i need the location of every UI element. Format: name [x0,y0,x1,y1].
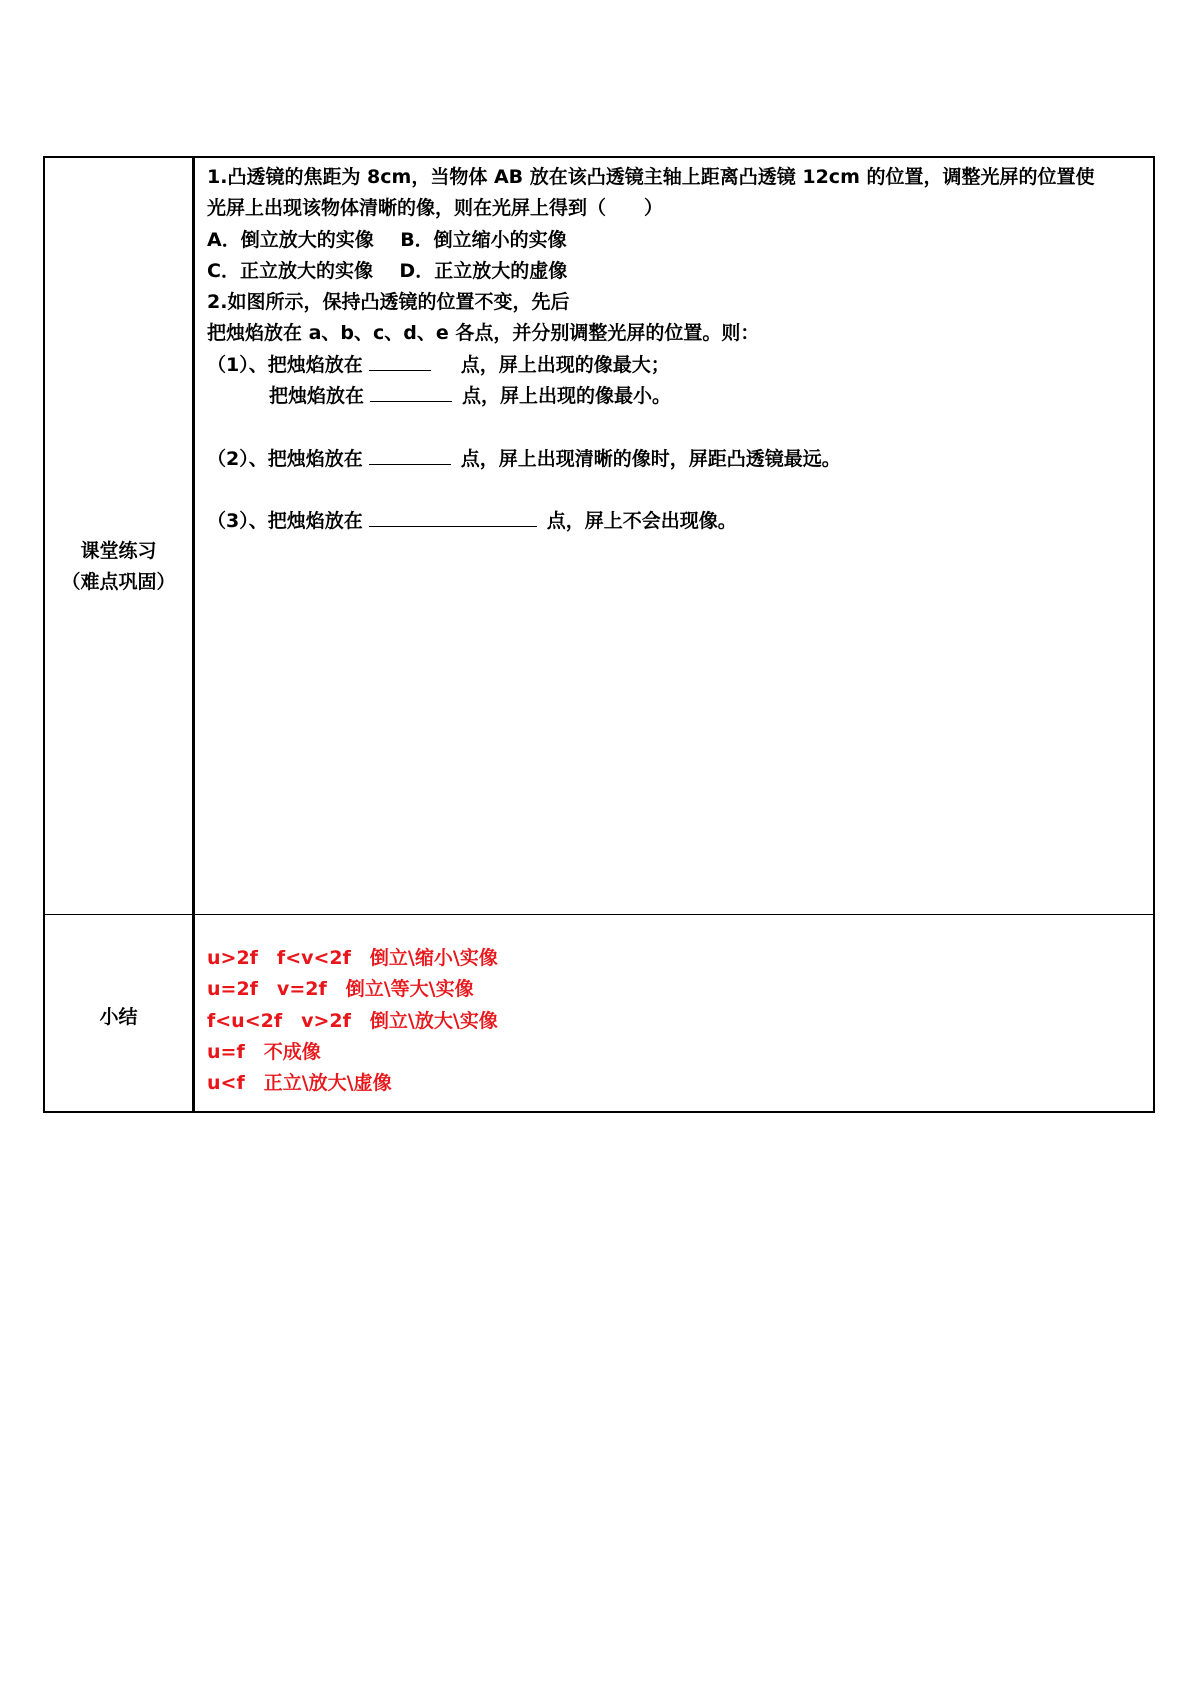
practice-row [45,158,1153,914]
question-1-text: 1.凸透镜的焦距为 8cm，当物体 AB 放在该凸透镜主轴上距离凸透镜 12cm 的位置，调整光屏的位置使 [207,166,1095,188]
answer-blank-largest[interactable] [369,351,431,371]
option-c: C．正立放大的实像 [207,259,373,282]
summary-line: u=2f v=2f 倒立\等大\实像 [207,978,474,1001]
q2-2-prefix: （2）、把烛焰放在 [207,447,363,470]
practice-sublabel: （难点巩固） [61,571,176,593]
option-d: D．正立放大的虚像 [399,259,568,282]
question-2-part-1 [207,350,1141,381]
question-2-part-1b [207,381,1141,412]
q2-1b-prefix: 把烛焰放在 [269,385,365,408]
question-1-options-cd [207,256,1141,287]
summary-row [45,914,1153,1111]
q2-2-suffix: 点，屏上出现清晰的像时，屏距凸透镜最远。 [460,447,841,470]
option-a: A．倒立放大的实像 [207,228,374,251]
q2-1b-suffix: 点，屏上出现的像最小。 [462,385,672,408]
summary-line: u>2f f<v<2f 倒立\缩小\实像 [207,947,498,969]
question-2-text-cont: 把烛焰放在 a、b、c、d、e 各点，并分别调整光屏的位置。则： [207,322,760,345]
summary-line: u<f 正立\放大\虚像 [207,1072,392,1095]
answer-blank-no-image[interactable] [369,507,537,527]
q2-1-suffix: 点，屏上出现的像最大； [460,353,670,376]
summary-label-cell [45,915,195,1111]
answer-blank-farthest[interactable] [369,445,451,465]
question-2-text: 2.如图所示，保持凸透镜的位置不变，先后 [207,291,570,314]
option-b: B．倒立缩小的实像 [400,228,567,251]
question-2-part-2 [207,444,1141,475]
practice-label: 课堂练习 [80,540,157,562]
summary-line: u=f 不成像 [207,1040,321,1063]
question-2-part-3 [207,506,1141,537]
q2-3-suffix: 点，屏上不会出现像。 [546,510,737,533]
q2-1-prefix: （1）、把烛焰放在 [207,353,363,376]
practice-label-cell [45,158,195,914]
practice-content [195,158,1153,914]
q2-3-prefix: （3）、把烛焰放在 [207,510,363,533]
summary-label: 小结 [99,1005,138,1028]
summary-content [195,915,1153,1111]
summary-line: f<u<2f v>2f 倒立\放大\实像 [207,1009,498,1032]
question-1-text-cont: 光屏上出现该物体清晰的像，则在光屏上得到（ ） [207,197,664,220]
question-1-options-ab [207,225,1141,256]
answer-blank-smallest[interactable] [370,382,452,402]
worksheet-table [43,156,1155,1113]
